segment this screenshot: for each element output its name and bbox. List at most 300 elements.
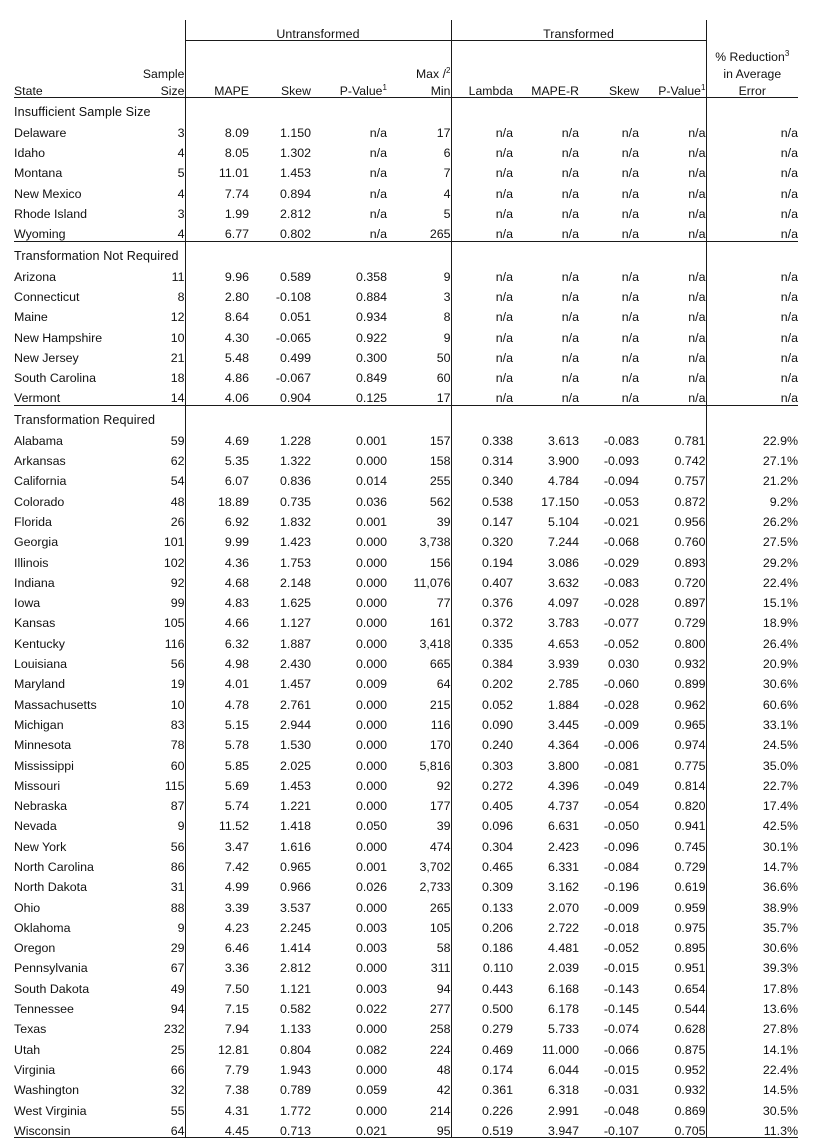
- column-header-sample-line1: Sample: [142, 66, 185, 81]
- cell-pvalue: 0.000: [355, 1103, 387, 1118]
- cell-pvalue: 0.000: [355, 758, 387, 773]
- cell-maper: 2.070: [547, 900, 579, 915]
- cell-skew2: -0.015: [603, 1062, 639, 1077]
- cell-maper: 2.785: [547, 677, 579, 692]
- cell-maxmin: 94: [436, 981, 451, 996]
- cell-lambda: 0.376: [451, 589, 513, 609]
- cell-maxmin: 562: [429, 494, 451, 509]
- cell-sample-size: 105: [163, 616, 185, 631]
- cell-skew2: n/a: [579, 385, 639, 406]
- section-header-spacer: [513, 241, 579, 263]
- cell-reduction: 13.6%: [706, 995, 798, 1015]
- cell-pvalue: 0.000: [355, 778, 387, 793]
- cell-skew: 1.418: [279, 819, 311, 834]
- cell-mape: 6.07: [185, 467, 249, 487]
- header-spacer-pvalue2: [639, 41, 706, 64]
- cell-maxmin: 224: [429, 1042, 451, 1057]
- table-row: [14, 160, 798, 180]
- cell-skew: 1.302: [279, 146, 311, 161]
- cell-skew: 0.499: [279, 350, 311, 365]
- cell-lambda: 0.519: [451, 1117, 513, 1138]
- cell-sample-size: 29: [170, 941, 185, 956]
- cell-skew: 0.713: [249, 1117, 311, 1138]
- cell-pvalue: 0.082: [355, 1042, 387, 1057]
- section-header-spacer: [249, 405, 311, 427]
- cell-skew: 1.772: [279, 1103, 311, 1118]
- cell-pvalue2: 0.962: [674, 697, 706, 712]
- cell-state-name: Missouri: [14, 778, 61, 793]
- cell-skew2: -0.049: [603, 778, 639, 793]
- cell-sample-size: 62: [170, 454, 185, 469]
- cell-pvalue: 0.001: [355, 433, 387, 448]
- cell-sample-size: 31: [170, 880, 185, 895]
- cell-reduction: 26.2%: [706, 508, 798, 528]
- cell-pvalue: 0.036: [355, 494, 387, 509]
- table-row: [14, 447, 798, 467]
- cell-skew: 0.789: [279, 1083, 311, 1098]
- cell-lambda: 0.090: [451, 711, 513, 731]
- cell-maxmin: 92: [436, 778, 451, 793]
- cell-skew: 2.761: [279, 697, 311, 712]
- cell-pvalue2: 0.932: [674, 657, 706, 672]
- cell-reduction: n/a: [706, 200, 798, 220]
- cell-state-name: Alabama: [14, 433, 63, 448]
- cell-maxmin: 17: [436, 125, 451, 140]
- section-title: Insufficient Sample Size: [14, 105, 151, 120]
- cell-sample-size: 18: [170, 371, 185, 386]
- cell-lambda: 0.538: [451, 488, 513, 508]
- header-blank-lambda-2: [451, 63, 513, 80]
- maxmin-footnote-marker: 2: [446, 65, 451, 75]
- cell-maper: n/a: [561, 330, 579, 345]
- cell-reduction: 22.4%: [706, 569, 798, 589]
- cell-pvalue: n/a: [369, 207, 387, 222]
- cell-pvalue2: 0.941: [674, 819, 706, 834]
- cell-sample-size: 88: [170, 900, 185, 915]
- cell-sample-size: 66: [170, 1062, 185, 1077]
- header-spacer-skew: [249, 41, 311, 64]
- cell-maxmin: 161: [429, 616, 451, 631]
- cell-lambda: 0.226: [451, 1097, 513, 1117]
- cell-mape: 5.74: [185, 792, 249, 812]
- section-header-spacer: [451, 405, 513, 427]
- cell-skew2: n/a: [621, 146, 639, 161]
- section-header-spacer: [311, 405, 387, 427]
- cell-mape: 4.23: [185, 914, 249, 934]
- table-row: [14, 364, 798, 384]
- cell-sample-size: 3: [177, 125, 185, 140]
- cell-skew: -0.067: [275, 371, 311, 386]
- section-title: Transformation Required: [14, 413, 156, 428]
- cell-reduction: 18.9%: [706, 610, 798, 630]
- header-blank-state-2: [14, 63, 122, 80]
- table-row: [14, 488, 798, 508]
- cell-lambda: 0.443: [451, 975, 513, 995]
- cell-pvalue: 0.000: [355, 961, 387, 976]
- cell-state-name: Maryland: [14, 677, 65, 692]
- cell-maper: 3.947: [513, 1117, 579, 1138]
- cell-pvalue: 0.922: [355, 330, 387, 345]
- cell-skew: 3.537: [279, 900, 311, 915]
- cell-maper: 6.168: [547, 981, 579, 996]
- group-header-row: [14, 20, 798, 41]
- cell-state-name: Kansas: [14, 616, 56, 631]
- column-header-skew2: Skew: [579, 80, 639, 98]
- cell-skew: 0.735: [279, 494, 311, 509]
- cell-maper: n/a: [561, 125, 579, 140]
- cell-maper: 6.178: [547, 1002, 579, 1017]
- cell-lambda: n/a: [451, 283, 513, 303]
- cell-skew2: n/a: [621, 166, 639, 181]
- cell-pvalue: 0.014: [355, 474, 387, 489]
- cell-reduction: 21.2%: [706, 467, 798, 487]
- table-row: [14, 792, 798, 812]
- header-blank-mape-2: [185, 63, 249, 80]
- table-row: [14, 467, 798, 487]
- cell-reduction: 17.8%: [706, 975, 798, 995]
- cell-mape: 4.98: [185, 650, 249, 670]
- cell-pvalue: 0.021: [311, 1117, 387, 1138]
- cell-skew: -0.108: [275, 289, 311, 304]
- cell-mape: 9.96: [185, 263, 249, 283]
- table-row: [14, 630, 798, 650]
- header-spacer-size: [122, 41, 185, 64]
- column-header-skew: Skew: [249, 80, 311, 98]
- table-row: [14, 934, 798, 954]
- cell-sample-size: 94: [170, 1002, 185, 1017]
- cell-state-name: West Virginia: [14, 1103, 87, 1118]
- cell-maper: 3.162: [547, 880, 579, 895]
- cell-skew: 2.245: [279, 920, 311, 935]
- cell-skew2: -0.074: [603, 1022, 639, 1037]
- cell-mape: 5.69: [185, 772, 249, 792]
- cell-state-name: Maine: [14, 310, 48, 325]
- cell-state-name: Illinois: [14, 555, 49, 570]
- cell-pvalue2: 0.974: [674, 738, 706, 753]
- cell-state-name: Ohio: [14, 900, 41, 915]
- cell-skew: 1.457: [279, 677, 311, 692]
- cell-sample-size: 99: [170, 596, 185, 611]
- section-header-spacer: [185, 98, 249, 120]
- column-header-reduction-line2: in Average: [706, 63, 798, 80]
- cell-pvalue2: 0.544: [674, 1002, 706, 1017]
- table-row: [14, 283, 798, 303]
- cell-maper: 3.632: [547, 575, 579, 590]
- cell-maxmin: 105: [429, 920, 451, 935]
- cell-mape: 4.45: [185, 1117, 249, 1138]
- cell-maper: 2.039: [547, 961, 579, 976]
- cell-mape: 3.47: [185, 833, 249, 853]
- cell-lambda: 0.194: [451, 549, 513, 569]
- cell-maxmin: 77: [436, 596, 451, 611]
- cell-reduction: n/a: [706, 139, 798, 159]
- cell-pvalue: 0.001: [355, 514, 387, 529]
- cell-skew: 0.051: [279, 310, 311, 325]
- cell-lambda: n/a: [451, 324, 513, 344]
- cell-maxmin: 9: [443, 269, 451, 284]
- cell-state-name: Arizona: [14, 269, 57, 284]
- cell-maxmin: 255: [429, 474, 451, 489]
- cell-maxmin: 156: [429, 555, 451, 570]
- cell-skew: 2.148: [279, 575, 311, 590]
- cell-skew2: n/a: [621, 207, 639, 222]
- cell-reduction: 39.3%: [706, 955, 798, 975]
- cell-pvalue2: 0.781: [674, 433, 706, 448]
- cell-lambda: 0.314: [451, 447, 513, 467]
- cell-mape: 6.46: [185, 934, 249, 954]
- cell-skew: 1.530: [279, 738, 311, 753]
- cell-reduction: 22.7%: [706, 772, 798, 792]
- cell-sample-size: 78: [170, 738, 185, 753]
- cell-mape: 4.68: [185, 569, 249, 589]
- section-header-spacer: [706, 241, 798, 263]
- cell-skew2: -0.196: [603, 880, 639, 895]
- cell-maxmin: 42: [436, 1083, 451, 1098]
- table-row: [14, 772, 798, 792]
- cell-maper: 7.244: [547, 535, 579, 550]
- cell-sample-size: 21: [170, 350, 185, 365]
- table-row: [14, 1076, 798, 1096]
- statistics-table: [14, 20, 798, 1138]
- table-row: [14, 180, 798, 200]
- cell-maxmin: 215: [429, 697, 451, 712]
- cell-maper: 17.150: [541, 494, 579, 509]
- cell-skew: 1.423: [279, 535, 311, 550]
- cell-sample-size: 4: [177, 186, 185, 201]
- cell-reduction: 17.4%: [706, 792, 798, 812]
- cell-maper: 4.737: [547, 799, 579, 814]
- pvalue-footnote-marker: 1: [382, 82, 387, 92]
- cell-sample-size: 83: [170, 717, 185, 732]
- cell-pvalue2: 0.872: [674, 494, 706, 509]
- cell-skew: 1.414: [279, 941, 311, 956]
- cell-state-name: Connecticut: [14, 289, 80, 304]
- cell-state-name: Tennessee: [14, 1002, 74, 1017]
- cell-maper: 2.991: [547, 1103, 579, 1118]
- cell-sample-size: 55: [170, 1103, 185, 1118]
- cell-sample-size: 56: [170, 839, 185, 854]
- cell-state-name: Massachusetts: [14, 697, 97, 712]
- cell-mape: 7.42: [185, 853, 249, 873]
- cell-pvalue: 0.001: [355, 859, 387, 874]
- cell-sample-size: 11: [171, 269, 185, 284]
- cell-skew: 0.836: [279, 474, 311, 489]
- cell-maper: n/a: [513, 220, 579, 241]
- table-row: [14, 1056, 798, 1076]
- table-row: [14, 220, 798, 241]
- cell-maper: 4.653: [547, 636, 579, 651]
- cell-state-name: New Hampshire: [14, 330, 103, 345]
- group-header-untransformed: Untransformed: [185, 20, 451, 41]
- cell-sample-size: 32: [170, 1083, 185, 1098]
- cell-mape: 6.92: [185, 508, 249, 528]
- cell-reduction: 20.9%: [706, 650, 798, 670]
- cell-mape: 7.79: [185, 1056, 249, 1076]
- group-header-blank-reduction: [706, 20, 798, 41]
- cell-skew: 1.322: [279, 454, 311, 469]
- cell-maxmin: 39: [436, 514, 451, 529]
- cell-skew2: n/a: [621, 289, 639, 304]
- pvalue-label-text: P-Value: [339, 83, 383, 98]
- cell-maper: 6.331: [547, 859, 579, 874]
- cell-pvalue2: 0.757: [674, 474, 706, 489]
- cell-skew: 1.228: [279, 433, 311, 448]
- section-header-spacer: [706, 405, 798, 427]
- cell-sample-size: 26: [170, 514, 185, 529]
- cell-skew2: -0.066: [603, 1042, 639, 1057]
- table-row: [14, 1097, 798, 1117]
- cell-lambda: 0.500: [451, 995, 513, 1015]
- cell-maxmin: 7: [443, 166, 451, 181]
- cell-skew: 1.150: [279, 125, 311, 140]
- table-row: [14, 711, 798, 731]
- cell-state-name: New Jersey: [14, 350, 79, 365]
- column-header-state: State: [14, 80, 122, 98]
- cell-lambda: 0.405: [451, 792, 513, 812]
- cell-pvalue: 0.000: [355, 616, 387, 631]
- table-row: [14, 731, 798, 751]
- cell-maper: n/a: [561, 166, 579, 181]
- table-row: [14, 569, 798, 589]
- cell-sample-size: 86: [170, 859, 185, 874]
- cell-lambda: n/a: [451, 180, 513, 200]
- section-header-row: [14, 405, 798, 427]
- cell-reduction: n/a: [706, 220, 798, 241]
- cell-skew2: n/a: [621, 371, 639, 386]
- cell-lambda: 0.052: [451, 691, 513, 711]
- section-header-spacer: [387, 405, 451, 427]
- cell-pvalue: 0.000: [355, 717, 387, 732]
- cell-lambda: 0.147: [451, 508, 513, 528]
- cell-skew: 1.121: [279, 981, 311, 996]
- cell-reduction: 35.0%: [706, 752, 798, 772]
- table-row: [14, 528, 798, 548]
- cell-sample-size: 9: [177, 920, 185, 935]
- table-row: [14, 914, 798, 934]
- cell-pvalue2: n/a: [639, 385, 706, 406]
- pvalue2-label-text: P-Value: [658, 83, 702, 98]
- cell-pvalue: 0.934: [355, 310, 387, 325]
- cell-maper: 4.364: [547, 738, 579, 753]
- table-row: [14, 691, 798, 711]
- cell-pvalue2: 0.745: [674, 839, 706, 854]
- cell-sample-size: 101: [163, 535, 185, 550]
- cell-state-name: Wisconsin: [14, 1117, 122, 1138]
- cell-state-name: Arkansas: [14, 454, 66, 469]
- cell-sample-size: 232: [163, 1022, 185, 1037]
- cell-lambda: 0.096: [451, 813, 513, 833]
- cell-reduction: 30.5%: [706, 1097, 798, 1117]
- cell-lambda: 0.206: [451, 914, 513, 934]
- cell-pvalue2: n/a: [688, 330, 706, 345]
- cell-skew2: -0.143: [603, 981, 639, 996]
- cell-maxmin: 95: [387, 1117, 451, 1138]
- table-row: [14, 303, 798, 323]
- table-row: [14, 589, 798, 609]
- cell-maxmin: 5,816: [419, 758, 451, 773]
- cell-maxmin: 258: [429, 1022, 451, 1037]
- table-row: [14, 200, 798, 220]
- cell-state-name: Pennsylvania: [14, 961, 88, 976]
- cell-maxmin: 177: [429, 799, 451, 814]
- cell-mape: 5.35: [185, 447, 249, 467]
- cell-skew2: -0.081: [603, 758, 639, 773]
- cell-pvalue2: 0.952: [674, 1062, 706, 1077]
- cell-sample-size: 3: [177, 207, 185, 222]
- cell-state-name: South Carolina: [14, 371, 96, 386]
- cell-pvalue2: n/a: [688, 350, 706, 365]
- section-header-spacer: [387, 98, 451, 120]
- cell-skew2: -0.029: [603, 555, 639, 570]
- cell-pvalue2: 0.742: [674, 454, 706, 469]
- table-row: [14, 324, 798, 344]
- table-header: [14, 20, 798, 98]
- cell-state-name: Texas: [14, 1022, 47, 1037]
- cell-lambda: 0.110: [451, 955, 513, 975]
- cell-pvalue: 0.300: [355, 350, 387, 365]
- cell-maper: 4.481: [547, 941, 579, 956]
- cell-skew2: -0.084: [603, 859, 639, 874]
- cell-pvalue2: 0.619: [674, 880, 706, 895]
- cell-state-name: Nevada: [14, 819, 57, 834]
- cell-reduction: n/a: [706, 180, 798, 200]
- cell-skew2: -0.006: [603, 738, 639, 753]
- cell-sample-size: 14: [122, 385, 185, 406]
- cell-sample-size: 87: [170, 799, 185, 814]
- cell-mape: 6.77: [185, 220, 249, 241]
- cell-skew: 0.804: [279, 1042, 311, 1057]
- cell-maper: n/a: [561, 350, 579, 365]
- cell-reduction: 30.1%: [706, 833, 798, 853]
- cell-reduction: n/a: [706, 263, 798, 283]
- cell-sample-size: 115: [164, 778, 185, 793]
- cell-mape: 11.52: [185, 813, 249, 833]
- cell-sample-size: 12: [170, 310, 185, 325]
- cell-lambda: 0.279: [451, 1015, 513, 1035]
- cell-state-name: Iowa: [14, 596, 41, 611]
- cell-lambda: 0.186: [451, 934, 513, 954]
- cell-state-name: New Mexico: [14, 186, 82, 201]
- cell-reduction: 27.5%: [706, 528, 798, 548]
- cell-skew: 1.887: [279, 636, 311, 651]
- cell-pvalue2: 0.956: [674, 514, 706, 529]
- header-blank-skew2-2: [579, 63, 639, 80]
- cell-maxmin: 277: [429, 1002, 451, 1017]
- table-row: [14, 894, 798, 914]
- cell-state-name: Mississippi: [14, 758, 74, 773]
- section-header-spacer: [579, 98, 639, 120]
- cell-skew2: -0.048: [603, 1103, 639, 1118]
- cell-state-name: North Carolina: [14, 859, 94, 874]
- cell-skew: 2.812: [279, 961, 311, 976]
- cell-reduction: n/a: [706, 385, 798, 406]
- cell-state-name: Indiana: [14, 575, 55, 590]
- cell-pvalue: 0.003: [355, 981, 387, 996]
- header-blank-pvalue2-2: [639, 63, 706, 80]
- header-spacer-maxmin: [387, 41, 451, 64]
- cell-state-name: Delaware: [14, 125, 67, 140]
- cell-mape: 5.78: [185, 731, 249, 751]
- table-body: [14, 98, 798, 1138]
- cell-reduction: 38.9%: [706, 894, 798, 914]
- cell-lambda: 0.202: [451, 670, 513, 690]
- cell-skew: 1.616: [279, 839, 311, 854]
- section-header-spacer: [185, 241, 249, 263]
- cell-skew2: -0.053: [603, 494, 639, 509]
- cell-skew2: -0.031: [603, 1083, 639, 1098]
- cell-maper: 6.631: [547, 819, 579, 834]
- cell-maxmin: 214: [429, 1103, 451, 1118]
